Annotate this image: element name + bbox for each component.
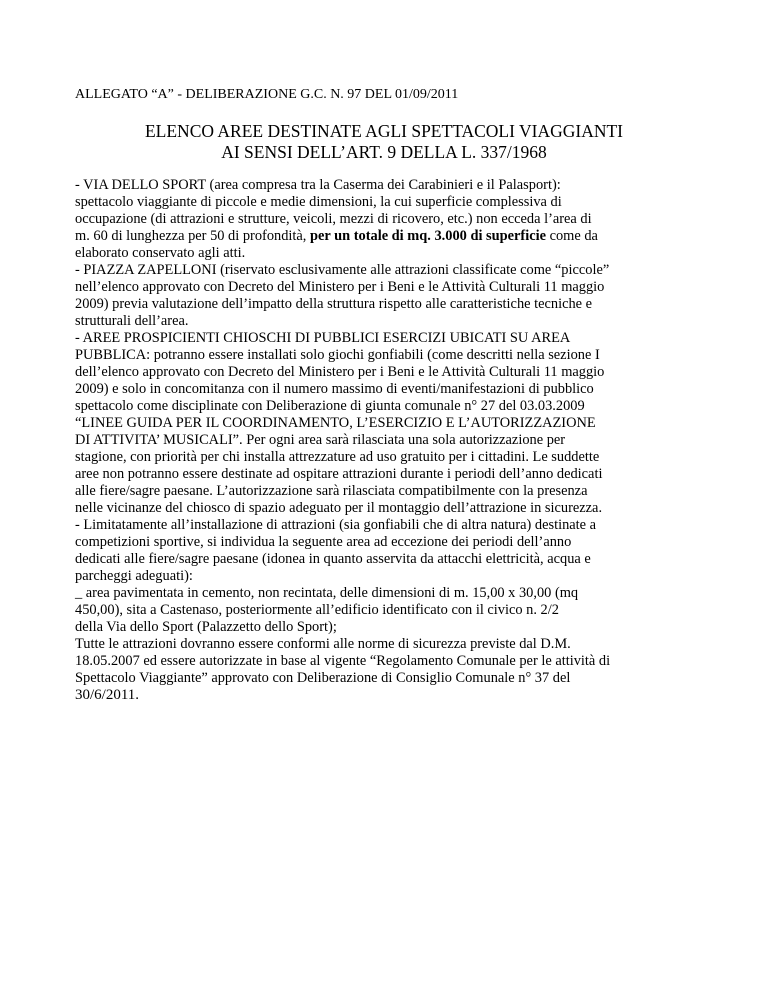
title-line-2: AI SENSI DELL’ART. 9 DELLA L. 337/1968 — [221, 142, 547, 162]
body-line: DI ATTIVITA’ MUSICALI”. Per ogni area sarà rilasciata una sola autorizzazione per — [75, 432, 566, 448]
body-line-with-emphasis — [75, 228, 715, 245]
body-line: della Via dello Sport (Palazzetto dello Sport); — [75, 619, 337, 635]
body-line-tail: come da — [549, 228, 598, 244]
body-line: parcheggi adeguati): — [75, 568, 193, 584]
bold-total-area: per un totale di mq. 3.000 di superficie — [310, 228, 546, 244]
document-title — [0, 121, 768, 163]
body-line: alle fiere/sagre paesane. L’autorizzazione sarà rilasciata compatibilmente con la presenza — [75, 483, 588, 499]
body-line: - Limitatamente all’installazione di attrazioni (sia gonfiabili che di altra natura) destinate a — [75, 517, 597, 533]
body-line: Spettacolo Viaggiante” approvato con Deliberazione di Consiglio Comunale n° 37 del — [75, 670, 571, 686]
body-line: 2009) e solo in concomitanza con il numero massimo di eventi/manifestazioni di pubblico — [75, 381, 594, 397]
body-line: elaborato conservato agli atti. — [75, 245, 246, 261]
body-line: 2009) previa valutazione dell’impatto della struttura rispetto alle caratteristiche tecniche e — [75, 296, 593, 312]
body-line: PUBBLICA: potranno essere installati solo giochi gonfiabili (come descritti nella sezione I — [75, 347, 600, 363]
body-line: “LINEE GUIDA PER IL COORDINAMENTO, L’ESERCIZIO E L’AUTORIZZAZIONE — [75, 415, 596, 431]
body-line: nelle vicinanze del chiosco di spazio adeguato per il montaggio dell’attrazione in sicurezza. — [75, 500, 603, 516]
body-line: - PIAZZA ZAPELLONI (riservato esclusivamente alle attrazioni classificate come “piccole” — [75, 262, 610, 278]
body-line: spettacolo come disciplinate con Deliberazione di giunta comunale n° 27 del 03.03.2009 — [75, 398, 585, 414]
body-line: aree non potranno essere destinate ad ospitare attrazioni durante i periodi dell’anno dedicati — [75, 466, 603, 482]
body-line: strutturali dell’area. — [75, 313, 189, 329]
body-line: dedicati alle fiere/sagre paesane (idonea in quanto asservita da attacchi elettricità, acqua e — [75, 551, 591, 567]
body-line: competizioni sportive, si individua la seguente area ad eccezione dei periodi dell’anno — [75, 534, 572, 550]
body-line: 18.05.2007 ed essere autorizzate in base al vigente “Regolamento Comunale per le attività di — [75, 653, 611, 669]
body-line: _ area pavimentata in cemento, non recintata, delle dimensioni di m. 15,00 x 30,00 (mq — [75, 585, 579, 601]
body-line: 450,00), sita a Castenaso, posteriormente all’edificio identificato con il civico n. 2/2 — [75, 602, 559, 618]
body-line-head: m. 60 di lunghezza per 50 di profondità, — [75, 228, 307, 244]
body-line: spettacolo viaggiante di piccole e medie dimensioni, la cui superficie complessiva di — [75, 194, 562, 210]
body-line: occupazione (di attrazioni e strutture, veicoli, mezzi di ricovero, etc.) non ecceda l’area di — [75, 211, 592, 227]
document-body — [75, 177, 715, 704]
title-line-1: ELENCO AREE DESTINATE AGLI SPETTACOLI VIAGGIANTI — [144, 121, 624, 141]
document-reference: ALLEGATO “A” - DELIBERAZIONE G.C. N. 97 DEL 01/09/2011 — [75, 87, 459, 102]
body-line: dell’elenco approvato con Decreto del Ministero per i Beni e le Attività Culturali 11 maggio — [75, 364, 605, 380]
body-line: Tutte le attrazioni dovranno essere conformi alle norme di sicurezza previste dal D.M. — [75, 636, 571, 652]
body-line: nell’elenco approvato con Decreto del Ministero per i Beni e le Attività Culturali 11 maggio — [75, 279, 605, 295]
body-line: - VIA DELLO SPORT (area compresa tra la Caserma dei Carabinieri e il Palasport): — [75, 177, 561, 193]
body-line: stagione, con priorità per chi installa attrezzature ad uso gratuito per i cittadini. Le suddette — [75, 449, 600, 465]
body-line: - AREE PROSPICIENTI CHIOSCHI DI PUBBLICI ESERCIZI UBICATI SU AREA — [75, 330, 571, 346]
body-line-date: 30/6/2011. — [75, 687, 140, 703]
